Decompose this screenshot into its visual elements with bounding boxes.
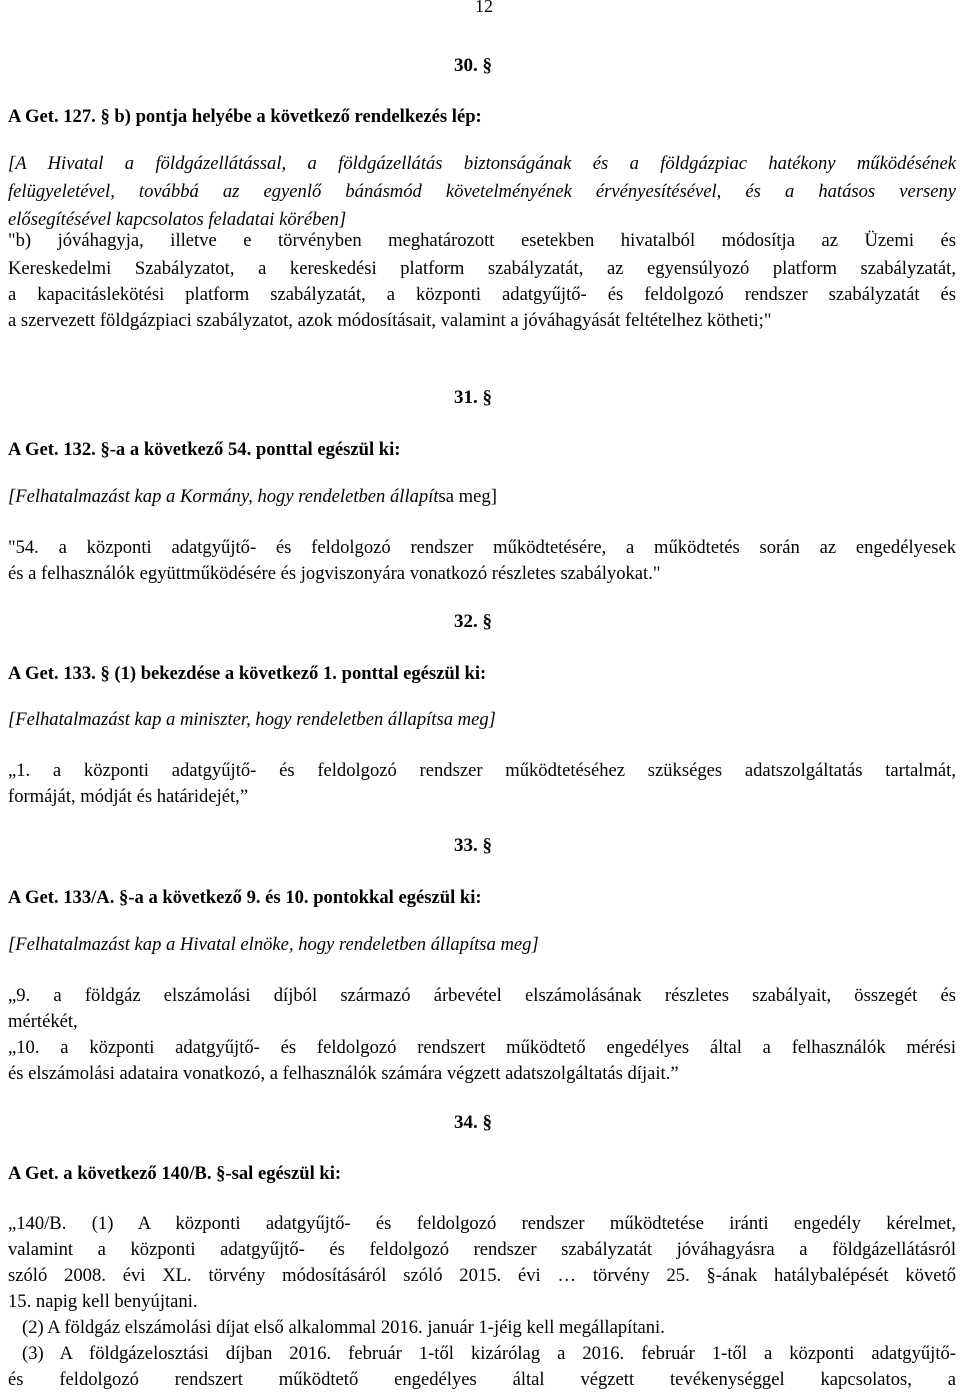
body-line: a kapacitáslekötési platform szabályzatát, a központi adatgyűjtő- és feldolgozó rendszer szabályzatát és: [8, 284, 956, 305]
section-number-33: 33. §: [454, 835, 492, 856]
body-line: „10. a központi adatgyűjtő- és feldolgozó rendszert működtető engedélyes által a felhasználók mérési: [8, 1037, 956, 1058]
body-line: (3) A földgázelosztási díjban 2016. február 1-től kizárólag a 2016. február 1-től a központi adatgyűjtő-: [22, 1343, 956, 1364]
body-line: „9. a földgáz elszámolási díjból származó árbevétel elszámolásának részletes szabályait, összegét és: [8, 985, 956, 1006]
section-number-32: 32. §: [454, 611, 492, 632]
body-line: Kereskedelmi Szabályzatot, a kereskedési platform szabályzatát, az egyensúlyozó platform szabályzatát,: [8, 258, 956, 279]
body-line: (2) A földgáz elszámolási díjat első alkalommal 2016. január 1-jéig kell megállapítani.: [22, 1317, 665, 1338]
body-line: szóló 2008. évi XL. törvény módosításáról szóló 2015. évi … törvény 25. §-ának hatálybalépését követő: [8, 1265, 956, 1286]
context-line: [A Hivatal a földgázellátással, a földgázellátás biztonságának és a földgázpiac hatékony működésének: [8, 153, 956, 174]
context-rest: sa meg]: [438, 486, 497, 507]
body-line: „140/B. (1) A központi adatgyűjtő- és feldolgozó rendszer működtetése iránti engedély kérelmet,: [8, 1213, 956, 1234]
context-italic: [Felhatalmazást kap a Kormány, hogy rendeletben állapít: [8, 486, 439, 507]
context-line: [Felhatalmazást kap a Hivatal elnöke, hogy rendeletben állapítsa meg]: [8, 934, 539, 955]
context-line: [8, 486, 497, 508]
context-line: [Felhatalmazást kap a miniszter, hogy rendeletben állapítsa meg]: [8, 709, 496, 730]
body-line: és a felhasználók együttműködésére és jogviszonyára vonatkozó részletes szabályokat.": [8, 563, 661, 584]
body-line: mértékét,: [8, 1011, 78, 1032]
amendment-heading-30: A Get. 127. § b) pontja helyébe a következő rendelkezés lép:: [8, 106, 482, 127]
section-number-31: 31. §: [454, 387, 492, 408]
context-line: elősegítésével kapcsolatos feladatai körében]: [8, 209, 347, 230]
section-number-30: 30. §: [454, 55, 492, 76]
body-line: 15. napig kell benyújtani.: [8, 1291, 198, 1312]
context-line: felügyeletével, továbbá az egyenlő bánásmód követelményének érvényesítésével, és a hatásos verseny: [8, 181, 956, 202]
body-line: "54. a központi adatgyűjtő- és feldolgozó rendszer működtetésére, a működtetés során az engedélyesek: [8, 537, 956, 558]
body-line: "b) jóváhagyja, illetve e törvényben meghatározott esetekben hivatalból módosítja az Üzemi és: [8, 230, 956, 251]
amendment-heading-33: A Get. 133/A. §-a a következő 9. és 10. pontokkal egészül ki:: [8, 887, 482, 908]
amendment-heading-34: A Get. a következő 140/B. §-sal egészül ki:: [8, 1163, 342, 1184]
body-line: és elszámolási adataira vonatkozó, a felhasználók számára végzett adatszolgáltatás díjait.”: [8, 1063, 679, 1084]
body-line: „1. a központi adatgyűjtő- és feldolgozó rendszer működtetéséhez szükséges adatszolgáltatás tartalmát,: [8, 760, 956, 781]
amendment-heading-31: A Get. 132. §-a a következő 54. ponttal egészül ki:: [8, 439, 401, 460]
body-line: formáját, módját és határidejét,”: [8, 786, 249, 807]
page-number: 12: [475, 0, 493, 16]
body-line: és feldolgozó rendszert működtető engedélyes által végzett tevékenységgel kapcsolatos, a: [8, 1369, 956, 1390]
body-line: a szervezett földgázpiaci szabályzatot, azok módosításait, valamint a jóváhagyását feltételhez kötheti;": [8, 310, 772, 331]
section-number-34: 34. §: [454, 1112, 492, 1133]
amendment-heading-32: A Get. 133. § (1) bekezdése a következő 1. ponttal egészül ki:: [8, 663, 487, 684]
body-line: valamint a központi adatgyűjtő- és feldolgozó rendszer szabályzatát jóváhagyásra a földgázellátásról: [8, 1239, 956, 1260]
